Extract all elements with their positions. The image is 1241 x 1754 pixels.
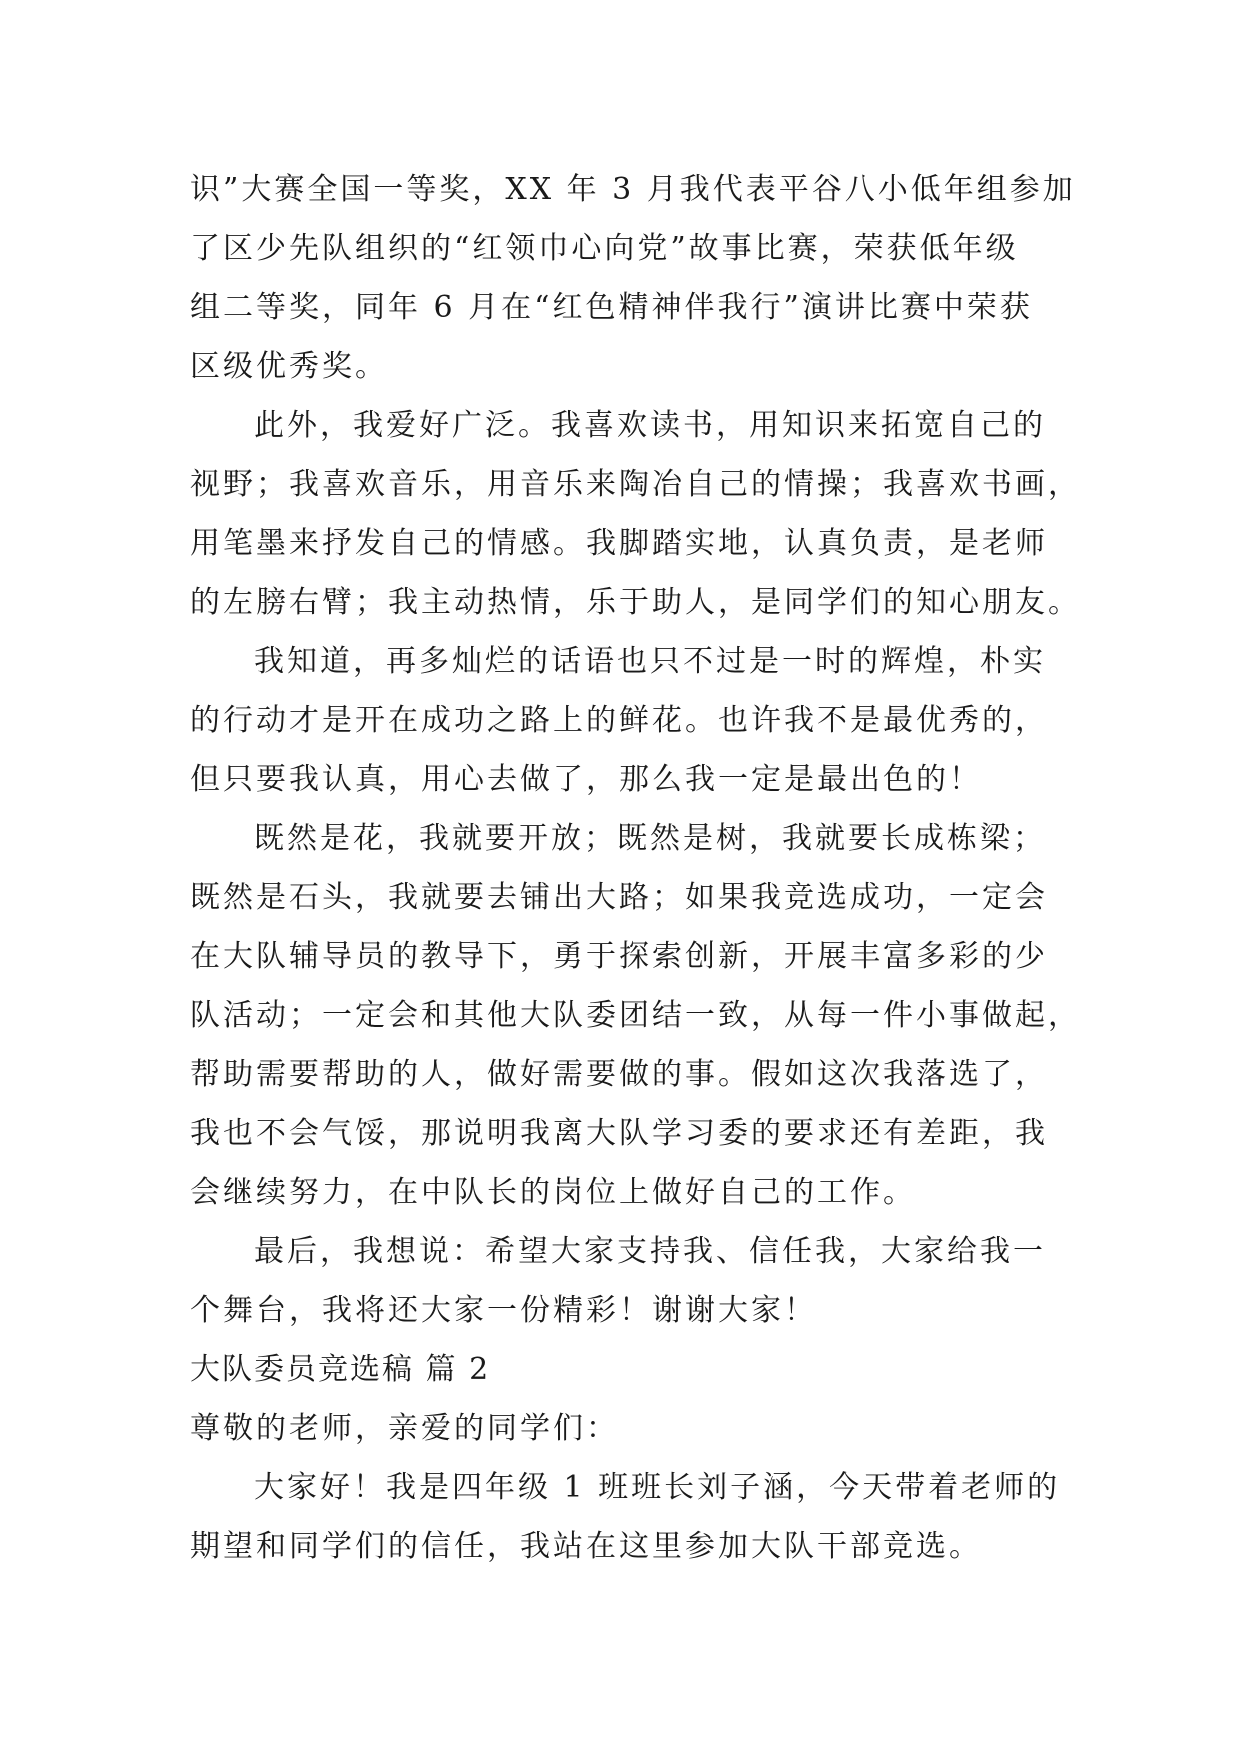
paragraph-start-line: 既然是花，我就要开放；既然是树，我就要长成栋梁；: [254, 821, 1046, 856]
text-line: 在大队辅导员的教导下，勇于探索创新，开展丰富多彩的少: [190, 939, 1048, 974]
document-body: [190, 160, 1081, 1576]
text-line: 但只要我认真，用心去做了，那么我一定是最出色的！: [190, 762, 982, 797]
paragraph-start-line: 最后，我想说：希望大家支持我、信任我，大家给我一: [254, 1234, 1046, 1269]
text-line: 会继续努力，在中队长的岗位上做好自己的工作。: [190, 1175, 916, 1210]
text-line: 的行动才是开在成功之路上的鲜花。也许我不是最优秀的，: [190, 703, 1048, 738]
text-line: 组二等奖，同年 6 月在“红色精神伴我行”演讲比赛中荣获: [190, 290, 1033, 325]
text-line: 的左膀右臂；我主动热情，乐于助人，是同学们的知心朋友。: [190, 585, 1081, 620]
paragraph-start-line: 大家好！我是四年级 1 班班长刘子涵，今天带着老师的: [254, 1470, 1061, 1505]
text-line: 期望和同学们的信任，我站在这里参加大队干部竞选。: [190, 1529, 982, 1564]
text-line: 了区少先队组织的“红领巾心向党”故事比赛，荣获低年级: [190, 231, 1019, 266]
text-line: 视野；我喜欢音乐，用音乐来陶冶自己的情操；我喜欢书画，: [190, 467, 1081, 502]
salutation-line: 尊敬的老师，亲爱的同学们：: [190, 1411, 619, 1446]
text-line: 队活动；一定会和其他大队委团结一致，从每一件小事做起，: [190, 998, 1081, 1033]
text-line: 识”大赛全国一等奖，XX 年 3 月我代表平谷八小低年组参加: [190, 172, 1076, 207]
text-line: 既然是石头，我就要去铺出大路；如果我竞选成功，一定会: [190, 880, 1048, 915]
text-line: 用笔墨来抒发自己的情感。我脚踏实地，认真负责，是老师: [190, 526, 1048, 561]
section-heading: 大队委员竞选稿 篇 2: [190, 1352, 491, 1387]
text-line: 帮助需要帮助的人，做好需要做的事。假如这次我落选了，: [190, 1057, 1048, 1092]
text-line: 个舞台，我将还大家一份精彩！谢谢大家！: [190, 1293, 817, 1328]
text-line: 区级优秀奖。: [190, 349, 388, 384]
text-line: 我也不会气馁，那说明我离大队学习委的要求还有差距，我: [190, 1116, 1048, 1151]
paragraph-start-line: 我知道，再多灿烂的话语也只不过是一时的辉煌，朴实: [254, 644, 1046, 679]
paragraph-start-line: 此外，我爱好广泛。我喜欢读书，用知识来拓宽自己的: [254, 408, 1046, 443]
